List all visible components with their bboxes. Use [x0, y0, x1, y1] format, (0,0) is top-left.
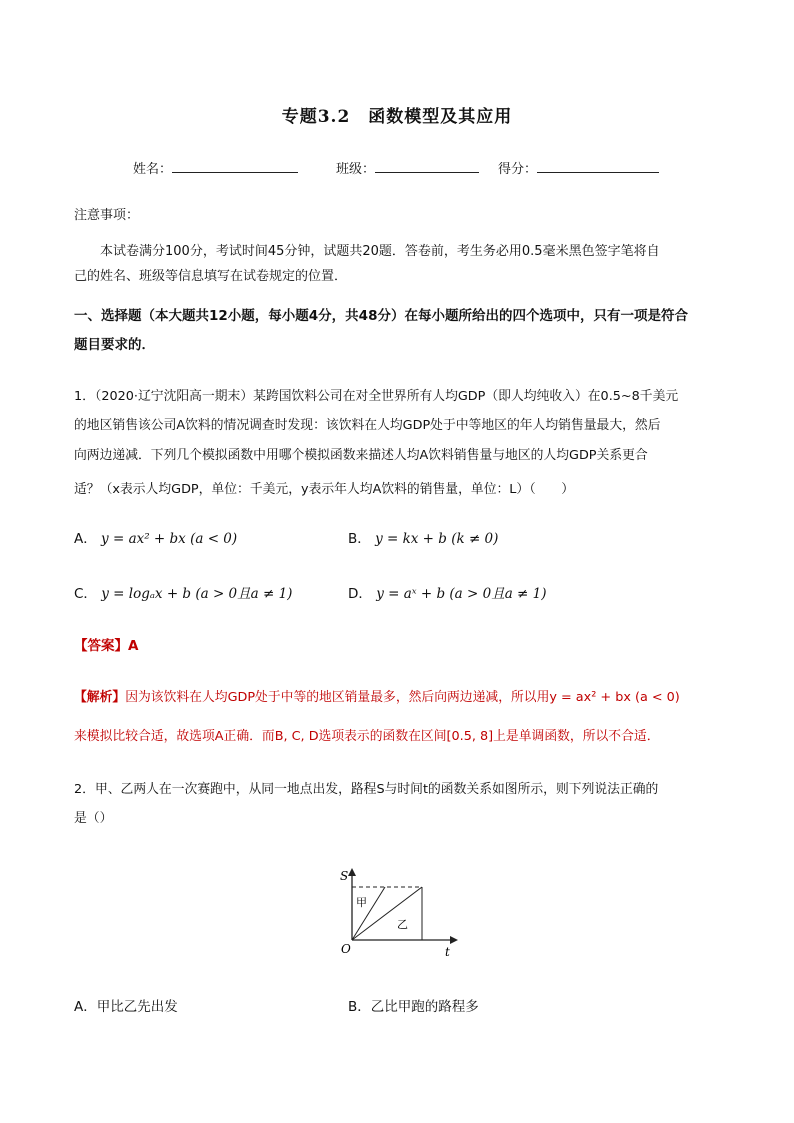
q1-option-d-text: y = aˣ + b (a > 0且a ≠ 1)	[376, 586, 547, 602]
line-jia	[352, 887, 385, 940]
q1-analysis-text1: 因为该饮料在人均GDP处于中等的地区销量最多，然后向两边递减，所以用y = ax² + bx (a < 0)	[125, 690, 680, 705]
origin-label: O	[341, 942, 351, 956]
name-field[interactable]	[133, 158, 298, 177]
q1-option-b-label: B．	[348, 531, 371, 547]
q1-option-b[interactable]	[348, 527, 498, 547]
q2-option-a-label: A．	[74, 999, 97, 1015]
label-yi: 乙	[397, 918, 408, 931]
q2-option-a-text: 甲比乙先出发	[96, 999, 178, 1015]
title-prefix: 专题3.2	[281, 107, 351, 127]
name-label: 姓名：	[133, 162, 173, 177]
q1-analysis-line1	[74, 686, 680, 705]
q2-option-b[interactable]	[348, 995, 479, 1015]
q1-option-a[interactable]	[74, 527, 237, 547]
q1-option-c-text: y = logₐx + b (a > 0且a ≠ 1)	[101, 586, 293, 602]
class-blank[interactable]	[375, 160, 479, 173]
class-label: 班级：	[336, 162, 376, 177]
score-blank[interactable]	[537, 160, 659, 173]
q1-option-c-label: C．	[74, 586, 97, 602]
q2-figure	[330, 860, 470, 965]
q2-line1: 2．甲、乙两人在一次赛跑中，从同一地点出发，路程S与时间t的函数关系如图所示，则下列说法正确的	[74, 782, 659, 797]
q1-analysis-line2: 来模拟比较合适，故选项A正确．而B, C, D选项表示的函数在区间[0.5, 8]上是单调函数，所以不合适．	[74, 729, 660, 744]
q2-option-b-label: B．	[348, 999, 371, 1015]
section-heading-line2: 题目要求的．	[74, 337, 155, 353]
x-axis-arrow	[450, 936, 458, 944]
section-heading-line1: 一、选择题（本大题共12小题，每小题4分，共48分）在每小题所给出的四个选项中，只有一项是符合	[74, 308, 688, 324]
q1-analysis-label: 【解析】	[74, 690, 126, 705]
line-yi	[352, 887, 422, 940]
page-title	[0, 102, 794, 127]
axis-t-label: t	[445, 945, 450, 959]
name-blank[interactable]	[172, 160, 298, 173]
class-field[interactable]	[336, 158, 479, 177]
y-axis-arrow	[348, 868, 356, 876]
q1-answer	[74, 634, 138, 654]
title-main: 函数模型及其应用	[368, 107, 513, 127]
q1-line3: 向两边递减．下列几个模拟函数中用哪个模拟函数来描述人均A饮料销售量与地区的人均GDP关系更合	[74, 448, 648, 463]
q1-line1: 1．（2020·辽宁沈阳高一期末）某跨国饮料公司在对全世界所有人均GDP（即人均纯收入）在0.5~8千美元	[74, 389, 679, 404]
q1-option-b-text: y = kx + b (k ≠ 0)	[375, 531, 499, 547]
q1-option-c[interactable]	[74, 582, 292, 602]
notice-heading: 注意事项：	[74, 208, 140, 223]
q1-option-a-text: y = ax² + bx (a < 0)	[101, 531, 238, 547]
notice-body-line2: 己的姓名、班级等信息填写在试卷规定的位置．	[74, 269, 348, 284]
q1-answer-label: 【答案】	[74, 638, 128, 654]
q2-option-a[interactable]	[74, 995, 178, 1015]
notice-body-line1: 本试卷满分100分，考试时间45分钟，试题共20题．答卷前，考生务必用0.5毫米黑色签字笔将自	[100, 244, 660, 259]
q2-option-b-text: 乙比甲跑的路程多	[370, 999, 479, 1015]
score-field[interactable]	[498, 158, 659, 177]
label-jia: 甲	[356, 896, 367, 909]
q1-line2: 的地区销售该公司A饮料的情况调查时发现：该饮料在人均GDP处于中等地区的年人均销售量最大，然后	[74, 418, 661, 433]
q1-line4: 适？（x表示人均GDP，单位：千美元，y表示年人均A饮料的销售量，单位：L）（ ）	[74, 482, 575, 497]
q1-option-d-label: D．	[348, 586, 372, 602]
score-label: 得分：	[498, 162, 538, 177]
q1-answer-value: A	[128, 638, 139, 654]
axis-s-label: S	[340, 869, 349, 883]
q1-option-d[interactable]	[348, 582, 547, 602]
q1-option-a-label: A．	[74, 531, 97, 547]
q2-line2: 是（）	[74, 811, 113, 826]
